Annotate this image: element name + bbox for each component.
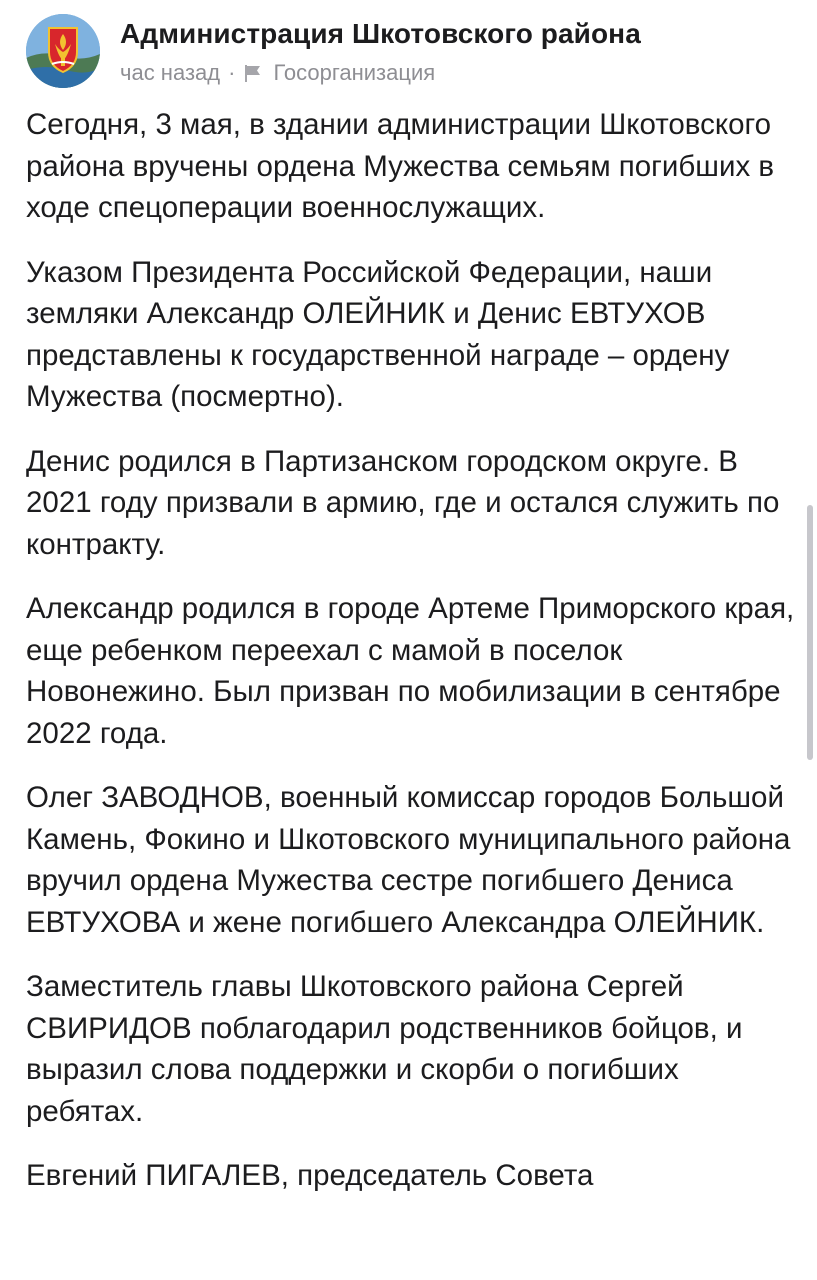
post-paragraph: Заместитель главы Шкотовского района Сергей СВИРИДОВ поблагодарил родственников бойцов, и выразил слова поддержки и скорби о погибших ребятах. xyxy=(26,970,743,1128)
org-type-label: Госорганизация xyxy=(273,60,436,85)
meta-separator: · xyxy=(228,60,236,85)
post-paragraph: Указом Президента Российской Федерации, наши земляки Александр ОЛЕЙНИК и Денис ЕВТУХОВ представлены к государственной награде – ордену Мужества (посмертно). xyxy=(26,255,730,413)
post-paragraph: Александр родился в городе Артеме Приморского края, еще ребенком переехал с мамой в поселок Новонежино. Был призван по мобилизации в сентябре 2022 года. xyxy=(26,592,795,750)
post-time[interactable]: час назад xyxy=(120,60,221,85)
vertical-scrollbar[interactable] xyxy=(807,0,813,1280)
author-name[interactable]: Администрация Шкотовского района xyxy=(120,18,641,49)
post-paragraph: Сегодня, 3 мая, в здании администрации Шкотовского района вручены ордена Мужества семьям погибших в ходе спецоперации военнослужащих. xyxy=(26,108,775,224)
scrollbar-thumb[interactable] xyxy=(807,505,813,760)
post-paragraph: Олег ЗАВОДНОВ, военный комиссар городов Большой Камень, Фокино и Шкотовского муниципального района вручил ордена Мужества сестре погибшего Дениса ЕВТУХОВА и жене погибшего Александра ОЛЕЙНИК. xyxy=(26,781,791,939)
district-coat-of-arms-icon xyxy=(26,14,100,88)
post-paragraph: Денис родился в Партизанском городском округе. В 2021 году призвали в армию, где и остался служить по контракту. xyxy=(26,444,780,561)
post-meta xyxy=(120,60,435,86)
post-body xyxy=(26,104,796,1220)
author-avatar[interactable] xyxy=(26,14,100,88)
post-header xyxy=(26,14,777,92)
flag-icon xyxy=(243,63,263,83)
post-paragraph: Евгений ПИГАЛЕВ, председатель Совета xyxy=(26,1159,594,1192)
